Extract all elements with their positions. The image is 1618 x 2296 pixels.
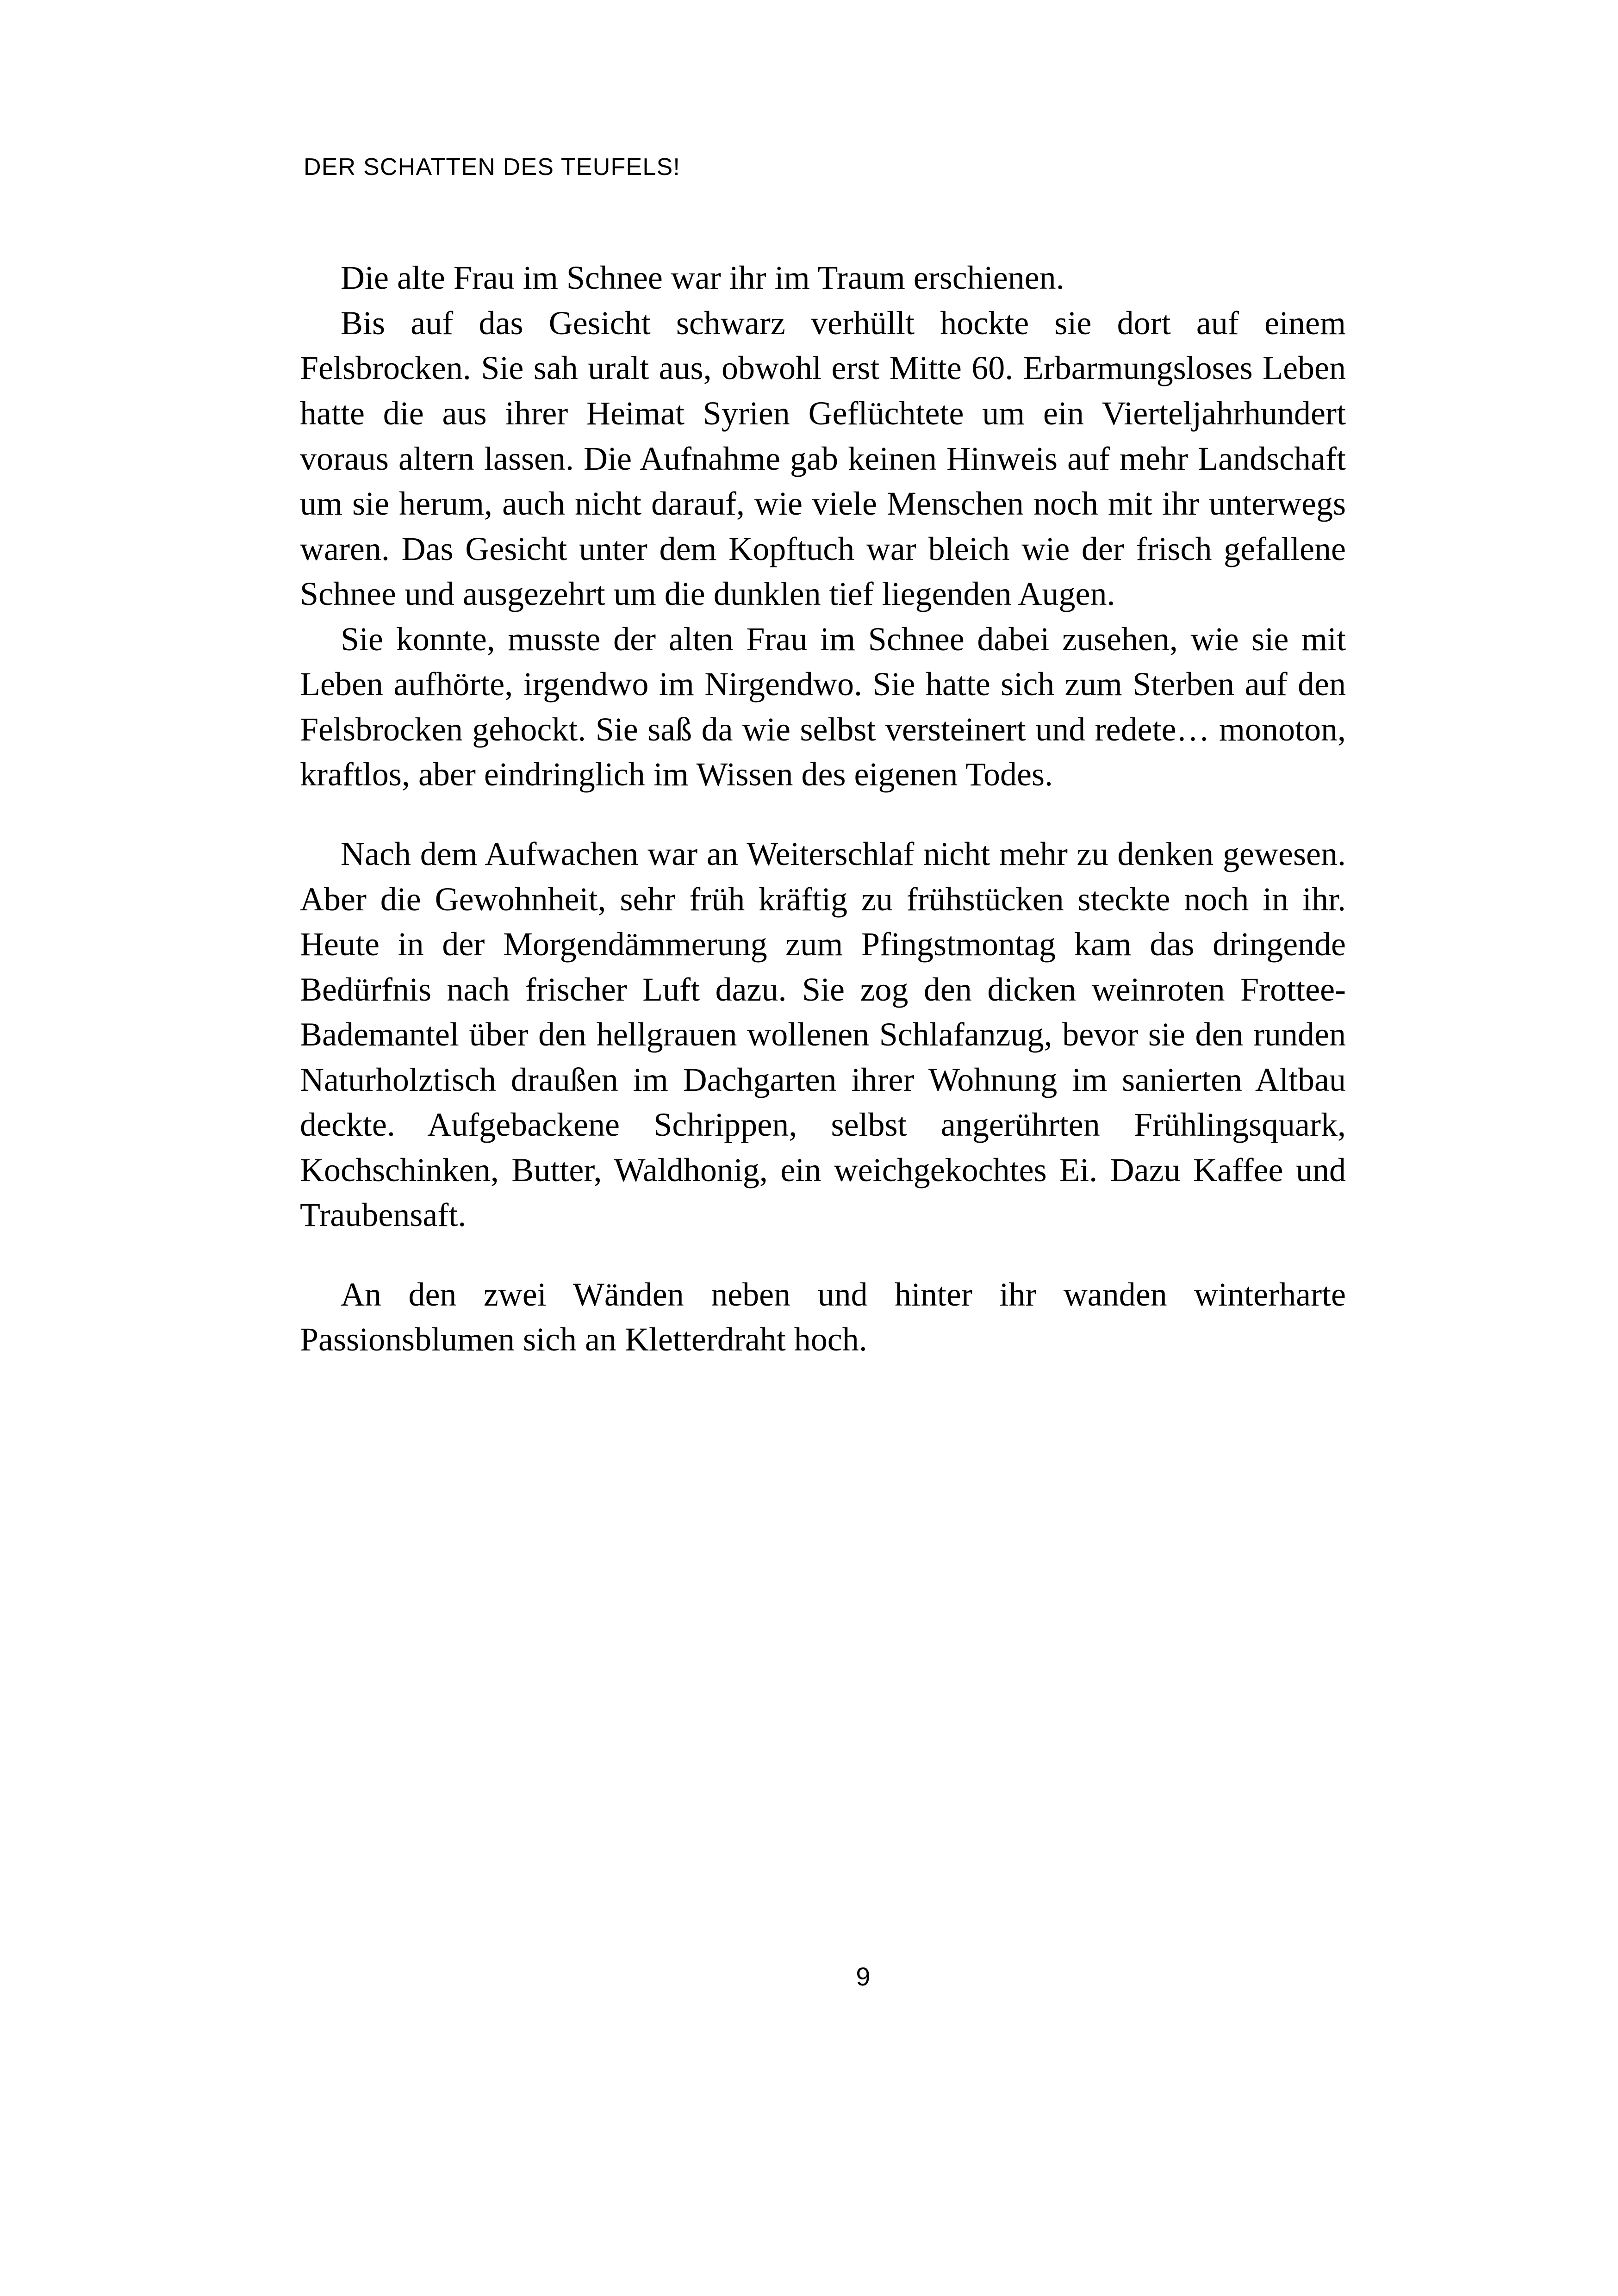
page-number bbox=[0, 1961, 1618, 1991]
paragraph-3: Sie konnte, musste der alten Frau im Schnee dabei zusehen, wie sie mit Leben aufhörte, irgendwo im Nirgendwo. Sie hatte sich zum Sterben auf den Felsbrocken gehockt. Sie saß da wie selbst versteinert und redete… monoton, kraftlos, aber eindringlich im Wissen des eigenen Todes. bbox=[300, 620, 1346, 793]
paragraph-5: An den zwei Wänden neben und hinter ihr wanden winterharte Passionsblumen sich an Kletterdraht hoch. bbox=[300, 1276, 1346, 1358]
page-content bbox=[300, 153, 1346, 1363]
running-head: DER SCHATTEN DES TEUFELS! bbox=[304, 154, 680, 180]
page-number-value: 9 bbox=[856, 1962, 871, 1991]
paragraph-1: Die alte Frau im Schnee war ihr im Traum erschienen. bbox=[341, 259, 1064, 297]
body-text bbox=[300, 255, 1346, 1363]
paragraph-2: Bis auf das Gesicht schwarz verhüllt hockte sie dort auf einem Felsbrocken. Sie sah uralt aus, obwohl erst Mitte 60. Erbarmungsloses Leben hatte die aus ihrer Heimat Syrien Geflüchtete um ein Vierteljahrhundert voraus altern lassen. Die Aufnahme gab keinen Hinweis auf mehr Landschaft um sie herum, auch nicht darauf, wie viele Menschen noch mit ihr unterwegs waren. Das Gesicht unter dem Kopftuch war bleich wie der frisch gefallene Schnee und ausgezehrt um die dunklen tief liegenden Augen. bbox=[300, 304, 1346, 613]
paragraph-4: Nach dem Aufwachen war an Weiterschlaf nicht mehr zu denken gewesen. Aber die Gewohnheit, sehr früh kräftig zu frühstücken steckte noch in ihr. Heute in der Morgendämmerung zum Pfingstmontag kam das dringende Bedürfnis nach frischer Luft dazu. Sie zog den dicken weinroten Frottee-Bademantel über den hellgrauen wollenen Schlafanzug, bevor sie den runden Naturholztisch draußen im Dachgarten ihrer Wohnung im sanierten Altbau deckte. Aufgebackene Schrippen, selbst angerührten Frühlingsquark, Kochschinken, Butter, Waldhonig, ein weichgekochtes Ei. Dazu Kaffee und Traubensaft. bbox=[300, 835, 1346, 1234]
